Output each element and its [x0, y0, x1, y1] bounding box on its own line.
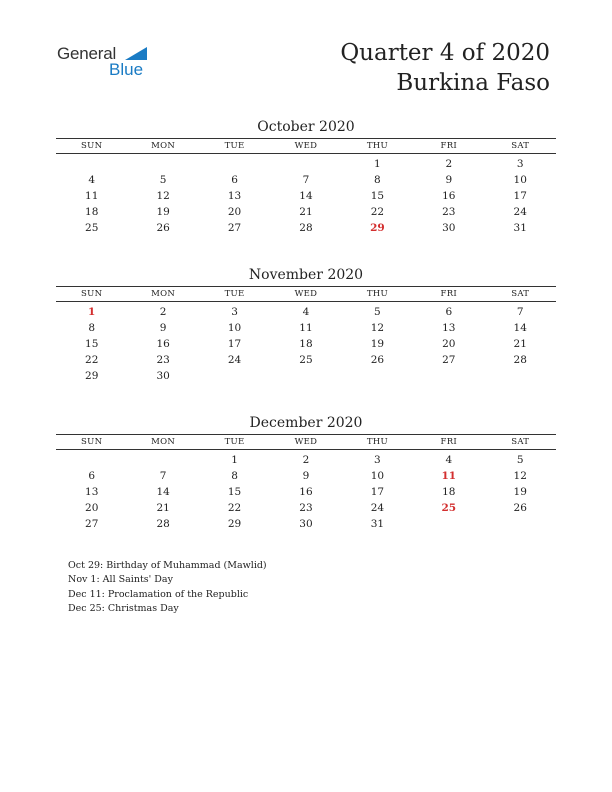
day-cell: 18	[442, 486, 456, 498]
day-cell: 7	[302, 174, 310, 186]
day-cell: 24	[227, 354, 242, 366]
day-cell: 22	[85, 354, 99, 366]
holiday-note: Dec 25: Christmas Day	[68, 602, 179, 614]
weekday-label: SAT	[511, 289, 530, 299]
empty-day-cell	[127, 452, 198, 468]
weekday-label: WED	[294, 437, 318, 447]
empty-day-cell	[270, 156, 341, 172]
holiday-day-cell: 29	[370, 222, 385, 234]
day-cell: 23	[299, 502, 313, 514]
day-cell: 10	[227, 322, 242, 334]
day-cell: 5	[374, 306, 381, 318]
title-quarter: Quarter 4 of 2020	[340, 40, 550, 66]
day-cell: 23	[442, 206, 456, 218]
day-cell: 27	[227, 222, 242, 234]
holiday-note: Nov 1: All Saints' Day	[68, 574, 173, 586]
day-cell: 31	[513, 222, 527, 234]
day-cell: 31	[370, 518, 385, 530]
weekday-label: SAT	[511, 437, 530, 447]
empty-day-cell	[342, 368, 413, 384]
holiday-notes	[68, 559, 267, 616]
day-cell: 16	[442, 190, 456, 202]
day-cell: 18	[85, 206, 99, 218]
day-cell: 26	[370, 354, 385, 366]
day-cell: 30	[156, 370, 170, 382]
day-cell: 26	[513, 502, 527, 514]
weekday-label: SUN	[81, 141, 103, 151]
logo	[57, 44, 157, 84]
weekday-label: THU	[366, 437, 388, 447]
empty-day-cell	[199, 156, 270, 172]
weekday-header	[56, 434, 556, 450]
day-cell: 12	[513, 470, 527, 482]
day-cell: 1	[231, 454, 238, 466]
weekday-label: SUN	[81, 289, 103, 299]
day-cell: 5	[516, 454, 524, 466]
day-cell: 9	[445, 174, 453, 186]
day-cell: 14	[513, 322, 527, 334]
empty-day-cell	[485, 368, 556, 384]
weekday-label: MON	[151, 437, 176, 447]
day-cell: 30	[299, 518, 313, 530]
day-cell: 13	[227, 190, 242, 202]
title-country: Burkina Faso	[396, 70, 550, 96]
day-cell: 15	[370, 190, 385, 202]
day-cell: 6	[88, 470, 96, 482]
page-title	[340, 38, 550, 98]
day-cell: 21	[299, 206, 313, 218]
month-title: October 2020	[257, 119, 355, 135]
day-cell: 20	[442, 338, 456, 350]
weekday-label: THU	[366, 141, 388, 151]
day-cell: 20	[227, 206, 242, 218]
day-cell: 21	[156, 502, 170, 514]
day-cell: 28	[299, 222, 313, 234]
day-cell: 19	[513, 486, 527, 498]
weekday-label: SUN	[81, 437, 103, 447]
day-cell: 30	[442, 222, 456, 234]
day-cell: 15	[85, 338, 99, 350]
day-cell: 8	[88, 322, 96, 334]
empty-day-cell	[413, 368, 484, 384]
holiday-day-cell: 11	[441, 470, 457, 482]
day-cell: 18	[299, 338, 313, 350]
weekday-label: WED	[294, 289, 318, 299]
holiday-day-cell: 1	[88, 306, 96, 318]
day-cell: 20	[85, 502, 99, 514]
weekday-label: SAT	[511, 141, 530, 151]
weekday-label: FRI	[440, 437, 458, 447]
logo-text-general: General	[57, 44, 117, 63]
day-cell: 23	[156, 354, 170, 366]
day-cell: 28	[156, 518, 170, 530]
day-cell: 2	[445, 158, 453, 170]
day-grid	[56, 302, 556, 384]
weekday-label: TUE	[224, 141, 245, 151]
empty-day-cell	[270, 368, 341, 384]
month-december	[56, 414, 556, 532]
day-cell: 24	[370, 502, 385, 514]
day-cell: 2	[159, 306, 167, 318]
day-cell: 7	[159, 470, 167, 482]
day-cell: 7	[516, 306, 524, 318]
month-november	[56, 266, 556, 384]
day-cell: 14	[299, 190, 313, 202]
day-cell: 28	[513, 354, 527, 366]
day-cell: 29	[85, 370, 99, 382]
day-grid	[56, 450, 556, 532]
day-cell: 3	[516, 158, 524, 170]
holiday-note: Oct 29: Birthday of Muhammad (Mawlid)	[68, 560, 267, 571]
weekday-label: MON	[151, 141, 176, 151]
month-title: December 2020	[249, 415, 363, 431]
logo-triangle-icon	[125, 47, 147, 60]
month-title: November 2020	[248, 267, 364, 283]
day-cell: 14	[156, 486, 170, 498]
day-cell: 6	[445, 306, 453, 318]
empty-day-cell	[56, 156, 127, 172]
day-cell: 10	[370, 470, 385, 482]
day-cell: 16	[299, 486, 313, 498]
day-cell: 9	[302, 470, 310, 482]
empty-day-cell	[56, 452, 127, 468]
weekday-label: WED	[294, 141, 318, 151]
holiday-day-cell: 25	[441, 502, 457, 514]
empty-day-cell	[127, 156, 198, 172]
empty-day-cell	[413, 516, 484, 532]
day-cell: 16	[156, 338, 170, 350]
weekday-label: THU	[366, 289, 388, 299]
day-cell: 15	[227, 486, 242, 498]
day-cell: 4	[88, 174, 96, 186]
day-cell: 26	[156, 222, 170, 234]
day-cell: 29	[227, 518, 242, 530]
day-cell: 8	[231, 470, 238, 482]
day-cell: 11	[85, 190, 99, 202]
day-cell: 10	[513, 174, 527, 186]
day-cell: 24	[513, 206, 527, 218]
weekday-header	[56, 286, 556, 302]
day-cell: 22	[227, 502, 242, 514]
empty-day-cell	[485, 516, 556, 532]
day-grid	[56, 154, 556, 236]
day-cell: 3	[231, 306, 238, 318]
day-cell: 12	[370, 322, 385, 334]
day-cell: 4	[445, 454, 453, 466]
day-cell: 17	[227, 338, 242, 350]
empty-day-cell	[199, 368, 270, 384]
holiday-note: Dec 11: Proclamation of the Republic	[68, 588, 249, 600]
day-cell: 2	[302, 454, 310, 466]
day-cell: 11	[299, 322, 313, 334]
weekday-label: FRI	[440, 141, 458, 151]
day-cell: 25	[299, 354, 313, 366]
day-cell: 27	[85, 518, 99, 530]
day-cell: 19	[156, 206, 170, 218]
day-cell: 25	[85, 222, 99, 234]
weekday-label: TUE	[224, 289, 245, 299]
day-cell: 19	[370, 338, 385, 350]
day-cell: 3	[374, 454, 381, 466]
day-cell: 17	[513, 190, 527, 202]
weekday-label: FRI	[440, 289, 458, 299]
day-cell: 27	[442, 354, 456, 366]
weekday-header	[56, 138, 556, 154]
weekday-label: TUE	[224, 437, 245, 447]
weekday-label: MON	[151, 289, 176, 299]
day-cell: 5	[159, 174, 167, 186]
day-cell: 17	[370, 486, 385, 498]
day-cell: 13	[442, 322, 456, 334]
day-cell: 8	[374, 174, 381, 186]
day-cell: 13	[85, 486, 99, 498]
day-cell: 22	[370, 206, 385, 218]
day-cell: 1	[374, 158, 381, 170]
logo-text-blue: Blue	[109, 60, 144, 79]
day-cell: 12	[156, 190, 170, 202]
day-cell: 6	[231, 174, 238, 186]
day-cell: 4	[302, 306, 310, 318]
day-cell: 9	[159, 322, 167, 334]
month-october	[56, 118, 556, 236]
day-cell: 21	[513, 338, 527, 350]
